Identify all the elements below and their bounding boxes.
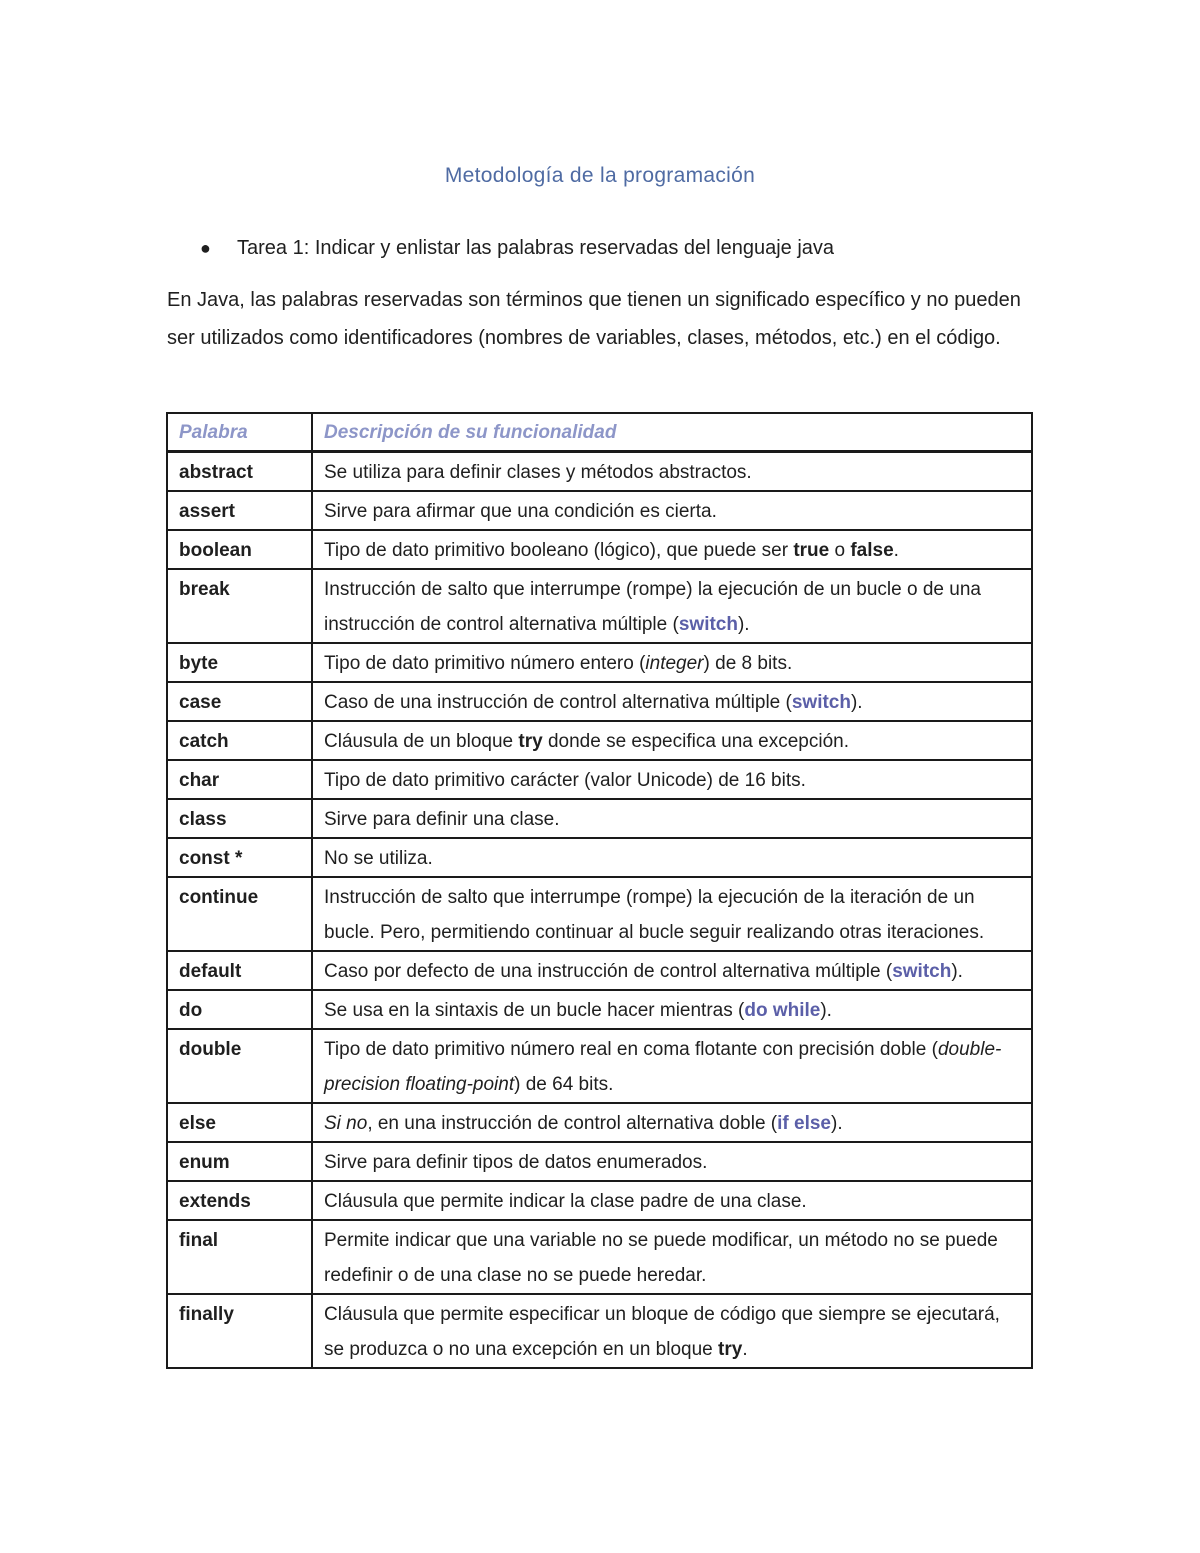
table-row bbox=[167, 530, 1032, 569]
keyword-cell: assert bbox=[167, 491, 312, 530]
description-cell bbox=[312, 569, 1032, 643]
description-cell bbox=[312, 1220, 1032, 1294]
table-body bbox=[167, 452, 1032, 1369]
table-row bbox=[167, 1142, 1032, 1181]
description-cell bbox=[312, 491, 1032, 530]
description-text: o bbox=[829, 540, 851, 561]
table-row bbox=[167, 877, 1032, 951]
table-row bbox=[167, 643, 1032, 682]
description-text: Si no bbox=[324, 1113, 368, 1134]
description-text: ). bbox=[951, 961, 963, 982]
keyword-cell: const * bbox=[167, 838, 312, 877]
reserved-words-table bbox=[166, 412, 1033, 1369]
description-text: switch bbox=[678, 614, 738, 635]
table-row bbox=[167, 1181, 1032, 1220]
keyword-cell: class bbox=[167, 799, 312, 838]
description-text: No se utiliza. bbox=[324, 848, 433, 869]
keyword-cell: extends bbox=[167, 1181, 312, 1220]
description-cell bbox=[312, 721, 1032, 760]
table-row bbox=[167, 721, 1032, 760]
task-bullet-item bbox=[200, 234, 834, 262]
keyword-cell: else bbox=[167, 1103, 312, 1142]
header-word: Palabra bbox=[167, 413, 312, 452]
description-cell bbox=[312, 643, 1032, 682]
table-row bbox=[167, 760, 1032, 799]
keyword-cell: enum bbox=[167, 1142, 312, 1181]
table-row bbox=[167, 838, 1032, 877]
description-text: Caso de una instrucción de control alternativa múltiple ( bbox=[324, 692, 792, 713]
table-row bbox=[167, 1220, 1032, 1294]
description-text: try bbox=[518, 731, 543, 752]
keyword-cell: final bbox=[167, 1220, 312, 1294]
intro-paragraph: En Java, las palabras reservadas son términos que tienen un significado específico y no pueden ser utilizados como identificadores (nombres de variables, clases, métodos, etc.) en el código. bbox=[167, 289, 1021, 349]
bullet-icon: ● bbox=[200, 238, 211, 258]
description-text: Caso por defecto de una instrucción de control alternativa múltiple ( bbox=[324, 961, 893, 982]
description-text: Se utiliza para definir clases y métodos abstractos. bbox=[324, 462, 752, 483]
description-cell bbox=[312, 951, 1032, 990]
table-header-row bbox=[167, 413, 1032, 452]
description-text: Sirve para definir tipos de datos enumerados. bbox=[324, 1152, 708, 1173]
page-title: Metodología de la programación bbox=[444, 164, 756, 187]
description-text: ). bbox=[737, 614, 750, 635]
description-text: Tipo de dato primitivo número entero ( bbox=[324, 653, 646, 674]
description-text: Instrucción de salto que interrumpe (rompe) la ejecución de un bucle o de una instrucción de control alternativa múltiple ( bbox=[324, 579, 981, 635]
description-text: Cláusula de un bloque bbox=[324, 731, 519, 752]
table-row bbox=[167, 682, 1032, 721]
table-row bbox=[167, 1294, 1032, 1368]
description-text: switch bbox=[791, 692, 851, 713]
description-text: Cláusula que permite indicar la clase padre de una clase. bbox=[324, 1191, 807, 1212]
keyword-cell: char bbox=[167, 760, 312, 799]
description-text: ) de 64 bits. bbox=[514, 1074, 614, 1095]
description-text: Sirve para afirmar que una condición es cierta. bbox=[324, 501, 717, 522]
table-row bbox=[167, 990, 1032, 1029]
description-cell bbox=[312, 838, 1032, 877]
description-text: ). bbox=[850, 692, 863, 713]
description-text: . bbox=[742, 1339, 748, 1360]
keyword-cell: double bbox=[167, 1029, 312, 1103]
description-text: Tipo de dato primitivo número real en coma flotante con precisión doble ( bbox=[324, 1039, 938, 1060]
description-text: Instrucción de salto que interrumpe (rompe) la ejecución de la iteración de un bucle. Pero, permitiendo continuar al bucle seguir realizando otras iteraciones. bbox=[324, 887, 985, 943]
keyword-cell: case bbox=[167, 682, 312, 721]
keyword-cell: boolean bbox=[167, 530, 312, 569]
description-text: try bbox=[718, 1339, 743, 1360]
description-text: Tipo de dato primitivo booleano (lógico), que puede ser bbox=[324, 540, 794, 561]
keyword-cell: do bbox=[167, 990, 312, 1029]
table-row bbox=[167, 951, 1032, 990]
table-row bbox=[167, 452, 1032, 492]
description-cell bbox=[312, 1029, 1032, 1103]
description-cell bbox=[312, 452, 1032, 492]
description-text: , en una instrucción de control alternativa doble ( bbox=[367, 1113, 778, 1134]
description-cell bbox=[312, 990, 1032, 1029]
keyword-cell: catch bbox=[167, 721, 312, 760]
keyword-cell: byte bbox=[167, 643, 312, 682]
table-row bbox=[167, 569, 1032, 643]
header-description: Descripción de su funcionalidad bbox=[312, 413, 1032, 452]
description-text: false bbox=[850, 540, 894, 561]
table-row bbox=[167, 1029, 1032, 1103]
description-text: ) de 8 bits. bbox=[703, 653, 793, 674]
description-cell bbox=[312, 530, 1032, 569]
description-cell bbox=[312, 799, 1032, 838]
table-row bbox=[167, 491, 1032, 530]
description-cell bbox=[312, 760, 1032, 799]
keyword-cell: continue bbox=[167, 877, 312, 951]
description-text: ). bbox=[831, 1113, 843, 1134]
description-text: donde se especifica una excepción. bbox=[542, 731, 849, 752]
keyword-cell: finally bbox=[167, 1294, 312, 1368]
keyword-cell: break bbox=[167, 569, 312, 643]
description-cell bbox=[312, 682, 1032, 721]
description-text: Tipo de dato primitivo carácter (valor Unicode) de 16 bits. bbox=[324, 770, 806, 791]
description-text: . bbox=[893, 540, 899, 561]
description-text: double-precision floating-point bbox=[324, 1039, 1002, 1095]
description-text: if else bbox=[777, 1113, 831, 1134]
description-cell bbox=[312, 1294, 1032, 1368]
description-text: do while bbox=[744, 1000, 821, 1021]
keyword-cell: default bbox=[167, 951, 312, 990]
description-cell bbox=[312, 1142, 1032, 1181]
description-text: Se usa en la sintaxis de un bucle hacer mientras ( bbox=[324, 1000, 745, 1021]
description-cell bbox=[312, 1103, 1032, 1142]
description-text: ). bbox=[820, 1000, 832, 1021]
description-text: integer bbox=[645, 653, 704, 674]
keyword-cell: abstract bbox=[167, 452, 312, 492]
description-text: true bbox=[793, 540, 830, 561]
table-row bbox=[167, 1103, 1032, 1142]
description-cell bbox=[312, 877, 1032, 951]
description-text: switch bbox=[892, 961, 952, 982]
description-text: Sirve para definir una clase. bbox=[324, 809, 560, 830]
description-text: Cláusula que permite especificar un bloque de código que siempre se ejecutará, se produzca o no una excepción en un bloque bbox=[324, 1304, 1000, 1360]
description-text: Permite indicar que una variable no se puede modificar, un método no se puede redefinir o de una clase no se puede heredar. bbox=[324, 1230, 998, 1286]
table-row bbox=[167, 799, 1032, 838]
description-cell bbox=[312, 1181, 1032, 1220]
task-text: Tarea 1: Indicar y enlistar las palabras reservadas del lenguaje java bbox=[237, 237, 835, 259]
